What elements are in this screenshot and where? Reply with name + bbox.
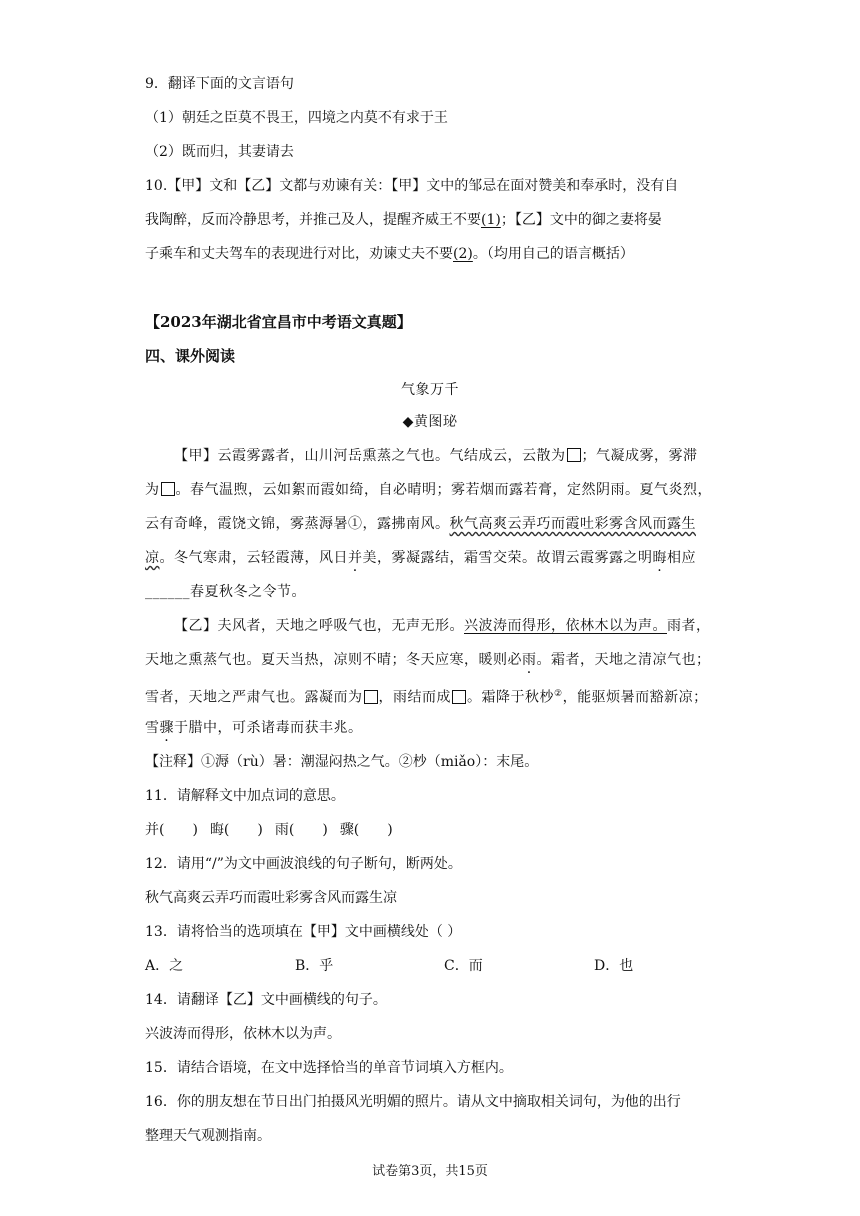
underlined-sentence: 兴波涛而得形，依林木以为声。 (464, 618, 667, 634)
yi-text: ，雨结而成 (378, 689, 451, 706)
footnote-marker: ② (554, 689, 563, 699)
q16-line-1: 16．你的朋友想在节日出门拍摄风光明媚的照片。请从文中摘取相关词句，为他的出行 (145, 1094, 681, 1110)
dotted-word: 并 (348, 550, 363, 566)
yi-text: 天地之熏蒸气也。夏天当热，凉则不晴；冬天应寒，暖则必 (145, 652, 522, 668)
q15-title: 15．请结合语境，在文中选择恰当的单音节词填入方框内。 (145, 1060, 513, 1076)
jia-line-4 (145, 548, 696, 568)
dotted-word: 骤 (159, 720, 174, 736)
q10-text: 子乘车和丈夫驾车的表现进行对比，劝谏丈夫不要 (145, 246, 453, 262)
yi-line-1 (174, 616, 711, 636)
jia-text: 云有奇峰，霞饶文锦，雾蒸溽暑①，露拂南风。 (145, 516, 450, 532)
q11-item: 并( (145, 822, 165, 838)
jia-line-3 (145, 514, 696, 534)
q9-sentence-2: （2）既而归，其妻请去 (145, 144, 294, 160)
yi-text: 雨者， (667, 618, 711, 634)
yi-line-2 (145, 650, 711, 670)
wavy-sentence: 秋气高爽云弄巧而霞吐彩雾含风而露生 (449, 516, 696, 532)
annotation: 【注释】①溽（rù）暑：潮湿闷热之气。②杪（miǎo）：末尾。 (145, 754, 539, 770)
q11-items (145, 820, 393, 840)
q13-option-c: C．而 (444, 958, 483, 974)
fill-box (452, 690, 466, 704)
fill-box (364, 690, 378, 704)
q11-item: 骤( (339, 822, 360, 838)
yi-text: 。霜降于秋杪 (467, 689, 554, 706)
q14-title: 14．请翻译【乙】文中画横线的句子。 (145, 992, 387, 1008)
yi-text: ，能驱烦暑而豁新凉； (562, 689, 708, 706)
yi-text: 于腊中，可杀诸毒而获丰兆。 (174, 720, 363, 736)
jia-text: 。春气温煦，云如絮而霞如绮，自必晴明；雾若烟而露若膏，定然阴雨。夏气炎烈， (175, 482, 712, 498)
page-footer: 试卷第3页，共15页 (372, 1164, 488, 1179)
q12-sentence: 秋气高爽云弄巧而霞吐彩雾含风而露生凉 (145, 890, 397, 906)
q11-item: ) (257, 822, 263, 838)
jia-text: 美，雾凝露结，霜雪交荣。故谓云霞雾露之明 (362, 550, 653, 566)
q10-line-3 (145, 244, 634, 264)
yi-text: 雪者，天地之严肃气也。露凝而为 (145, 689, 363, 706)
yi-text: 雪 (145, 720, 160, 736)
article-title: 气象万千 (401, 382, 459, 398)
exam-title: 【2023年湖北省宜昌市中考语文真题】 (145, 313, 412, 331)
jia-line-2 (145, 480, 712, 500)
q11-item: 雨( (274, 822, 295, 838)
q10-text: 。（均用自己的语言概括） (472, 246, 634, 262)
q13-option-d: D．也 (594, 958, 634, 974)
q10-line-2 (145, 210, 662, 230)
jia-line-5: ______春夏秋冬之令节。 (145, 584, 306, 600)
jia-text: 【甲】云霞雾露者，山川河岳熏蒸之气也。气结成云，云散为 (174, 448, 566, 464)
q10-text: ；【乙】文中的御之妻将晏 (500, 212, 662, 228)
q10-blank-1: (1) (481, 212, 501, 228)
fill-box (567, 448, 581, 462)
q16-line-2: 整理天气观测指南。 (145, 1128, 271, 1144)
q11-item: ) (192, 822, 198, 838)
yi-line-4 (145, 718, 363, 738)
part-title: 四、课外阅读 (145, 347, 236, 365)
dotted-word: 晦 (652, 550, 667, 566)
fill-box (161, 482, 175, 496)
yi-text: 。霜者，天地之清凉气也； (536, 652, 711, 668)
q13-option-a: A．之 (145, 958, 184, 974)
q11-item: ) (387, 822, 393, 838)
jia-text: 相应 (667, 550, 696, 566)
jia-line-1 (174, 446, 698, 466)
q10-blank-2: (2) (453, 246, 473, 262)
jia-text: ；气凝成雾，雾滞 (581, 448, 698, 464)
jia-text: 为 (145, 482, 160, 498)
yi-text: 【乙】夫风者，天地之呼吸气也，无声无形。 (174, 618, 464, 634)
dotted-word: 雨 (522, 652, 537, 668)
q11-title: 11．请解释文中加点词的意思。 (145, 788, 345, 804)
q13-option-b: B．乎 (295, 958, 334, 974)
q14-sentence: 兴波涛而得形，依林木以为声。 (145, 1026, 341, 1042)
q10-line-1: 10.【甲】文和【乙】文都与劝谏有关：【甲】文中的邹忌在面对赞美和奉承时，没有自 (145, 178, 679, 194)
wavy-sentence: 凉 (145, 550, 160, 566)
q10-text: 我陶醉，反而冷静思考，并推己及人，提醒齐威王不要 (145, 212, 481, 228)
article-author: ◆黄图珌 (402, 414, 458, 430)
jia-text: 。冬气寒肃，云轻霞薄，风日 (159, 550, 348, 566)
q9-sentence-1: （1）朝廷之臣莫不畏王，四境之内莫不有求于王 (145, 110, 448, 126)
q11-item: 晦( (209, 822, 230, 838)
q13-title: 13．请将恰当的选项填在【甲】文中画横线处（ ） (145, 924, 462, 940)
q11-item: ) (322, 822, 328, 838)
q9-title: 9．翻译下面的文言语句 (145, 76, 294, 92)
q12-title: 12．请用“/”为文中画波浪线的句子断句，断两处。 (145, 856, 462, 872)
yi-line-3 (145, 684, 708, 708)
